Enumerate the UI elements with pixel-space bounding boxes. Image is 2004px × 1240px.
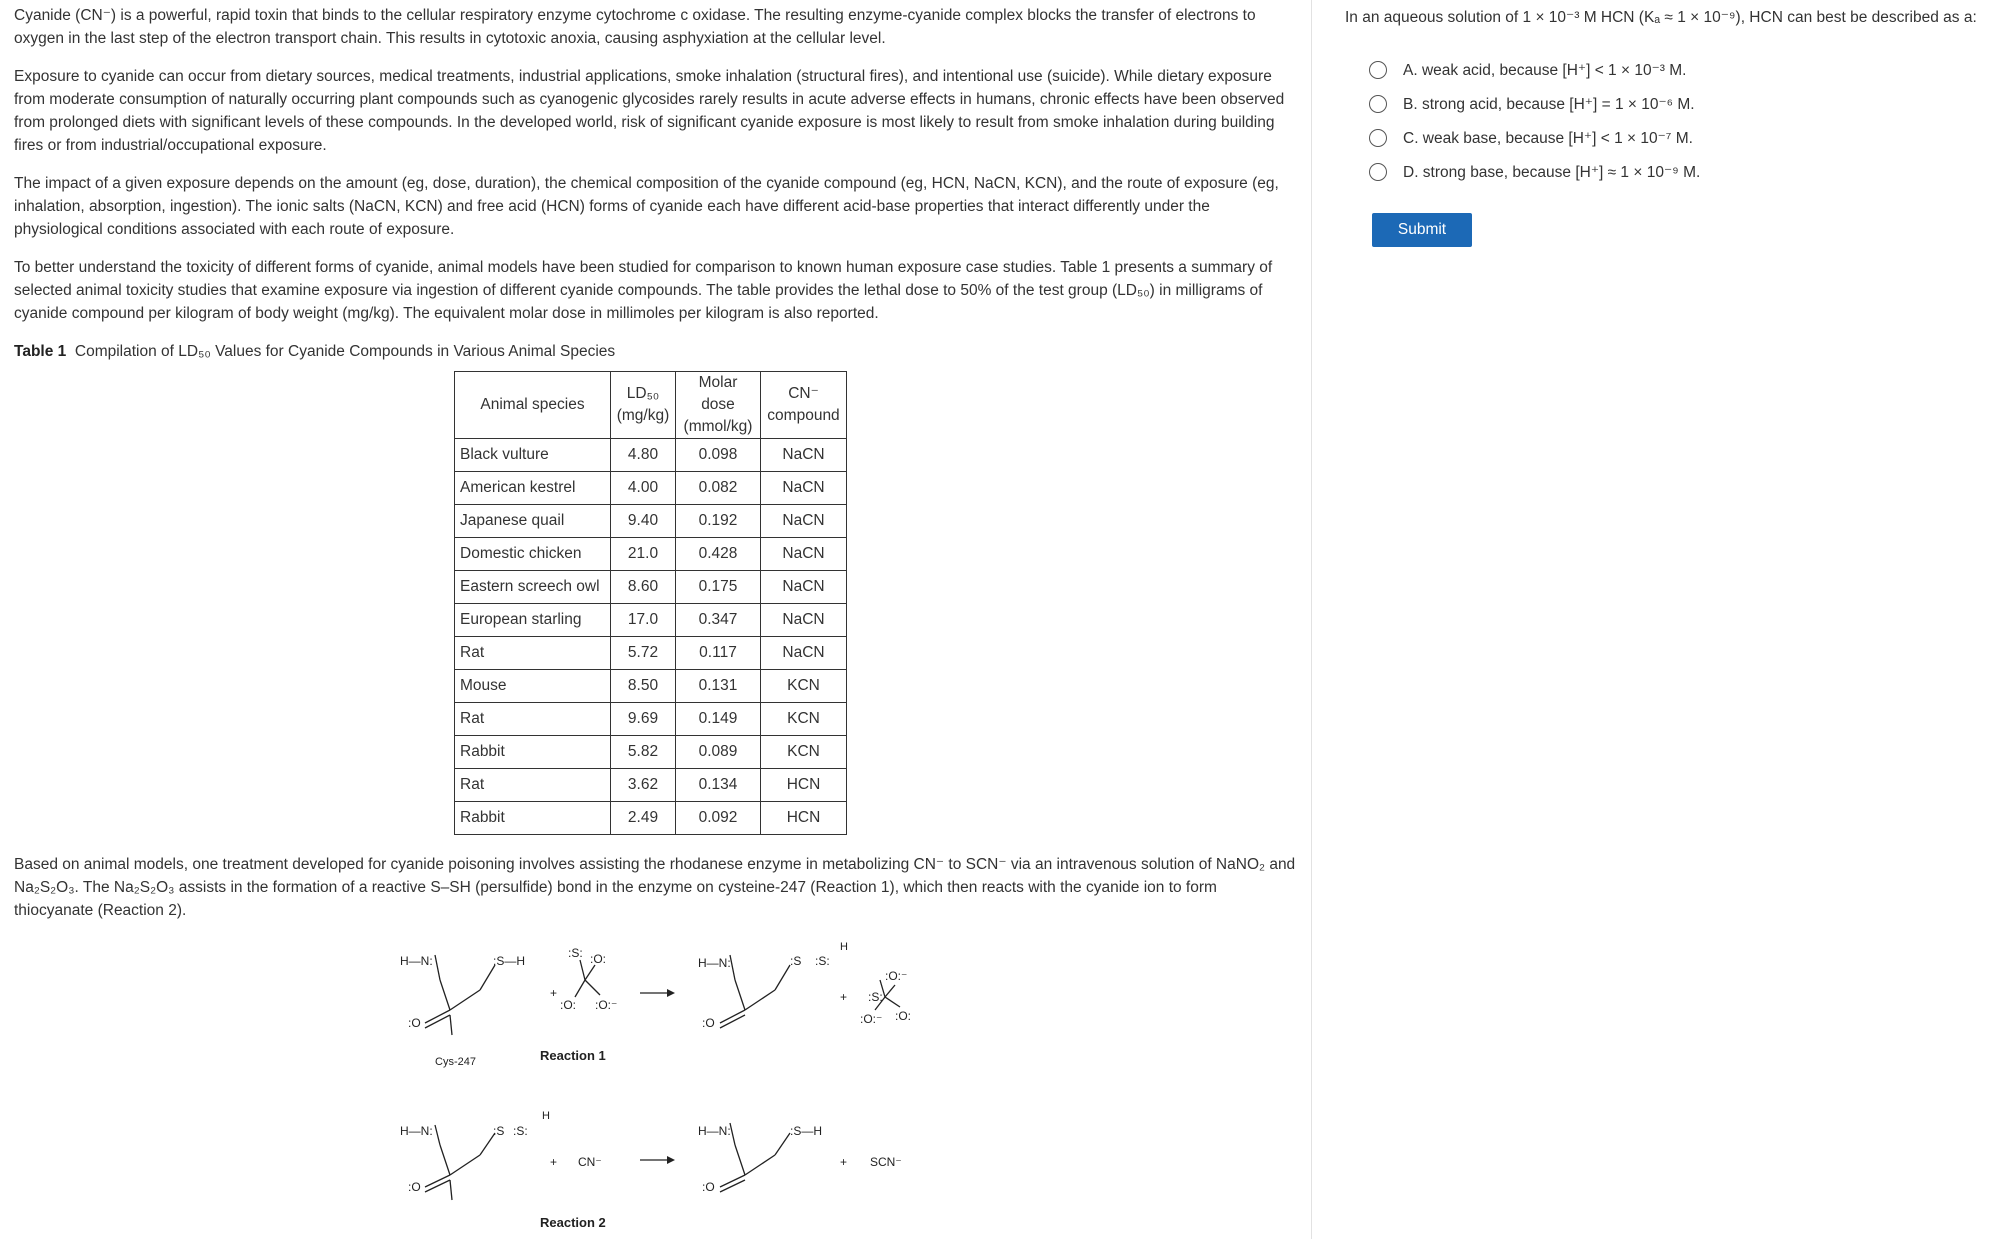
persulfide-s2: :S: — [815, 954, 830, 968]
compound-cell: HCN — [761, 802, 847, 835]
passage-paragraph-2: Exposure to cyanide can occur from dietary sources, medical treatments, industrial applications, smoke inhalation (structural fires), and intentional use (suicide). While dietary exposure from moderate consumption of naturally occurring plant compounds such as cyanogenic glycosides rarely results in acute adverse effects in humans, chronic effects have been observed from prolonged diets with significant levels of these compounds. In the developed world, risk of significant cyanide exposure is most likely to result from smoke inhalation during building fires or from industrial/occupational exposure. — [14, 68, 1285, 154]
ld50-cell: 5.72 — [611, 637, 676, 670]
submit-button[interactable]: Submit — [1372, 213, 1472, 247]
persulfide-s-r2: :S: — [513, 1124, 528, 1138]
option-a[interactable] — [1369, 53, 1995, 87]
cyanide-label: CN⁻ — [578, 1155, 602, 1169]
species-cell: Mouse — [455, 670, 611, 703]
table-row — [455, 736, 847, 769]
reaction-1-label: Reaction 1 — [540, 1048, 606, 1063]
thiosulfate-s: :S: — [568, 946, 583, 960]
ld50-cell: 8.50 — [611, 670, 676, 703]
table-row — [455, 670, 847, 703]
thiosulfate-o2: :O: — [560, 998, 577, 1012]
species-cell: American kestrel — [455, 472, 611, 505]
table-header-row — [455, 372, 847, 439]
species-cell: Rat — [455, 637, 611, 670]
option-a-label: A. weak acid, because [H⁺] < 1 × 10⁻³ M. — [1403, 61, 1687, 79]
header-species: Animal species — [455, 372, 611, 439]
molar-dose-cell: 0.117 — [676, 637, 761, 670]
passage — [14, 4, 1299, 937]
header-compound: CN⁻ compound — [761, 372, 847, 439]
species-cell: Rat — [455, 769, 611, 802]
ld50-cell: 9.40 — [611, 505, 676, 538]
header-molar-dose: Molar dose (mmol/kg) — [676, 372, 761, 439]
ld50-cell: 4.00 — [611, 472, 676, 505]
passage-paragraph-4: To better understand the toxicity of different forms of cyanide, animal models have been studied for comparison to known human exposure case studies. Table 1 presents a summary of selected animal toxicity studies that examine exposure via ingestion of different cyanide compounds. The table provides the lethal dose to 50% of the test group (LD₅₀) in milligrams of cyanide compound per kilogram of body weight (mg/kg). The equivalent molar dose in millimoles per kilogram is also reported. — [14, 259, 1273, 322]
table-row — [455, 538, 847, 571]
reaction-2-diagram — [390, 1105, 930, 1240]
radio-icon[interactable] — [1369, 61, 1387, 79]
species-cell: Domestic chicken — [455, 538, 611, 571]
molar-dose-cell: 0.175 — [676, 571, 761, 604]
sulfite-o2: :O:⁻ — [860, 1012, 883, 1026]
option-d[interactable] — [1369, 155, 1995, 189]
radio-icon[interactable] — [1369, 95, 1387, 113]
option-d-label: D. strong base, because [H⁺] ≈ 1 × 10⁻⁹ M. — [1403, 163, 1701, 181]
species-cell: Rabbit — [455, 736, 611, 769]
ld50-cell: 9.69 — [611, 703, 676, 736]
thiol-label: :S—H — [493, 954, 526, 968]
question-stem: In an aqueous solution of 1 × 10⁻³ M HCN (Kₐ ≈ 1 × 10⁻⁹), HCN can best be described as a: — [1345, 9, 1977, 26]
thiocyanate-label: SCN⁻ — [870, 1155, 902, 1169]
species-cell: Black vulture — [455, 439, 611, 472]
ld50-cell: 3.62 — [611, 769, 676, 802]
plus-sign-r2: + — [550, 1155, 558, 1169]
molar-dose-cell: 0.192 — [676, 505, 761, 538]
compound-cell: NaCN — [761, 505, 847, 538]
sulfite-o3: :O: — [895, 1009, 912, 1023]
molar-dose-cell: 0.131 — [676, 670, 761, 703]
persulfide-label-r2: :S — [493, 1124, 505, 1138]
cys-label: Cys-247 — [435, 1056, 476, 1068]
passage-paragraph-3: The impact of a given exposure depends on the amount (eg, dose, duration), the chemical composition of the cyanide compound (eg, HCN, NaCN, KCN), and the route of exposure (eg, inhalation, absorption, ingestion). The ionic salts (NaCN, KCN) and free acid (HCN) forms of cyanide each have different acid-base properties that interact differently under the physiological conditions associated with each route of exposure. — [14, 175, 1279, 238]
ld50-table — [454, 371, 847, 835]
option-b[interactable] — [1369, 87, 1995, 121]
molar-dose-cell: 0.092 — [676, 802, 761, 835]
ld50-cell: 17.0 — [611, 604, 676, 637]
pane-divider — [1311, 0, 1312, 1239]
sulfite-o: :O:⁻ — [885, 969, 908, 983]
persulfide-s: :S — [790, 954, 802, 968]
persulfide-h: H — [840, 941, 848, 953]
table-row — [455, 439, 847, 472]
table-caption — [14, 340, 1299, 363]
plus-sign: + — [550, 986, 558, 1000]
plus-sign-r2b: + — [840, 1155, 848, 1169]
thiosulfate-o3: :O:⁻ — [595, 998, 618, 1012]
molar-dose-cell: 0.089 — [676, 736, 761, 769]
species-cell: Rat — [455, 703, 611, 736]
compound-cell: NaCN — [761, 439, 847, 472]
molar-dose-cell: 0.347 — [676, 604, 761, 637]
table-row — [455, 802, 847, 835]
header-ld50: LD₅₀ (mg/kg) — [611, 372, 676, 439]
ld50-cell: 5.82 — [611, 736, 676, 769]
table-label: Table 1 — [14, 343, 67, 360]
compound-cell: NaCN — [761, 604, 847, 637]
species-cell: European starling — [455, 604, 611, 637]
compound-cell: HCN — [761, 769, 847, 802]
persulfide-h-r2: H — [542, 1110, 550, 1122]
table-row — [455, 769, 847, 802]
product-amine-r2: H—N: — [698, 1124, 731, 1138]
ld50-cell: 4.80 — [611, 439, 676, 472]
table-body — [455, 439, 847, 835]
question-panel — [1345, 6, 1995, 247]
reaction-1-diagram — [390, 935, 930, 1080]
table-row — [455, 571, 847, 604]
thiosulfate-o: :O: — [590, 952, 607, 966]
table-row — [455, 637, 847, 670]
species-cell: Japanese quail — [455, 505, 611, 538]
product-amine-label: H—N: — [698, 956, 731, 970]
table-row — [455, 604, 847, 637]
product-thiol-r2: :S—H — [790, 1124, 823, 1138]
molar-dose-cell: 0.098 — [676, 439, 761, 472]
table-row — [455, 703, 847, 736]
compound-cell: KCN — [761, 670, 847, 703]
table-row — [455, 505, 847, 538]
plus-sign-2: + — [840, 990, 848, 1004]
ld50-cell: 8.60 — [611, 571, 676, 604]
passage-paragraph-5: Based on animal models, one treatment developed for cyanide poisoning involves assisting the rhodanese enzyme in metabolizing CN⁻ to SCN⁻ via an intravenous solution of NaNO₂ and Na₂S₂O₃. The Na₂S₂O₃ assists in the formation of a reactive S–SH (persulfide) bond in the enzyme on cysteine-247 (Reaction 1), which then reacts with the cyanide ion to form thiocyanate (Reaction 2). — [14, 856, 1296, 919]
compound-cell: KCN — [761, 736, 847, 769]
option-c-label: C. weak base, because [H⁺] < 1 × 10⁻⁷ M. — [1403, 129, 1693, 147]
radio-icon[interactable] — [1369, 129, 1387, 147]
sulfite-s: :S: — [868, 990, 883, 1004]
compound-cell: NaCN — [761, 472, 847, 505]
species-cell: Rabbit — [455, 802, 611, 835]
option-b-label: B. strong acid, because [H⁺] = 1 × 10⁻⁶ M. — [1403, 95, 1695, 113]
amine-label: H—N: — [400, 954, 433, 968]
table-row — [455, 472, 847, 505]
molar-dose-cell: 0.428 — [676, 538, 761, 571]
product-carbonyl-o: :O — [702, 1016, 715, 1030]
amine-label-r2: H—N: — [400, 1124, 433, 1138]
passage-paragraph-1: Cyanide (CN⁻) is a powerful, rapid toxin that binds to the cellular respiratory enzyme cytochrome c oxidase. The resulting enzyme-cyanide complex blocks the transfer of electrons to oxygen in the last step of the electron transport chain. This results in cytotoxic anoxia, causing asphyxiation at the cellular level. — [14, 7, 1256, 47]
compound-cell: KCN — [761, 703, 847, 736]
option-c[interactable] — [1369, 121, 1995, 155]
ld50-cell: 2.49 — [611, 802, 676, 835]
compound-cell: NaCN — [761, 571, 847, 604]
compound-cell: NaCN — [761, 637, 847, 670]
species-cell: Eastern screech owl — [455, 571, 611, 604]
molar-dose-cell: 0.134 — [676, 769, 761, 802]
molar-dose-cell: 0.082 — [676, 472, 761, 505]
carbonyl-o-r2: :O — [408, 1180, 421, 1194]
radio-icon[interactable] — [1369, 163, 1387, 181]
carbonyl-o-label: :O — [408, 1016, 421, 1030]
reaction-2-label: Reaction 2 — [540, 1215, 606, 1230]
product-carbonyl-r2: :O — [702, 1180, 715, 1194]
table-title: Compilation of LD₅₀ Values for Cyanide Compounds in Various Animal Species — [74, 343, 616, 360]
ld50-cell: 21.0 — [611, 538, 676, 571]
molar-dose-cell: 0.149 — [676, 703, 761, 736]
compound-cell: NaCN — [761, 538, 847, 571]
